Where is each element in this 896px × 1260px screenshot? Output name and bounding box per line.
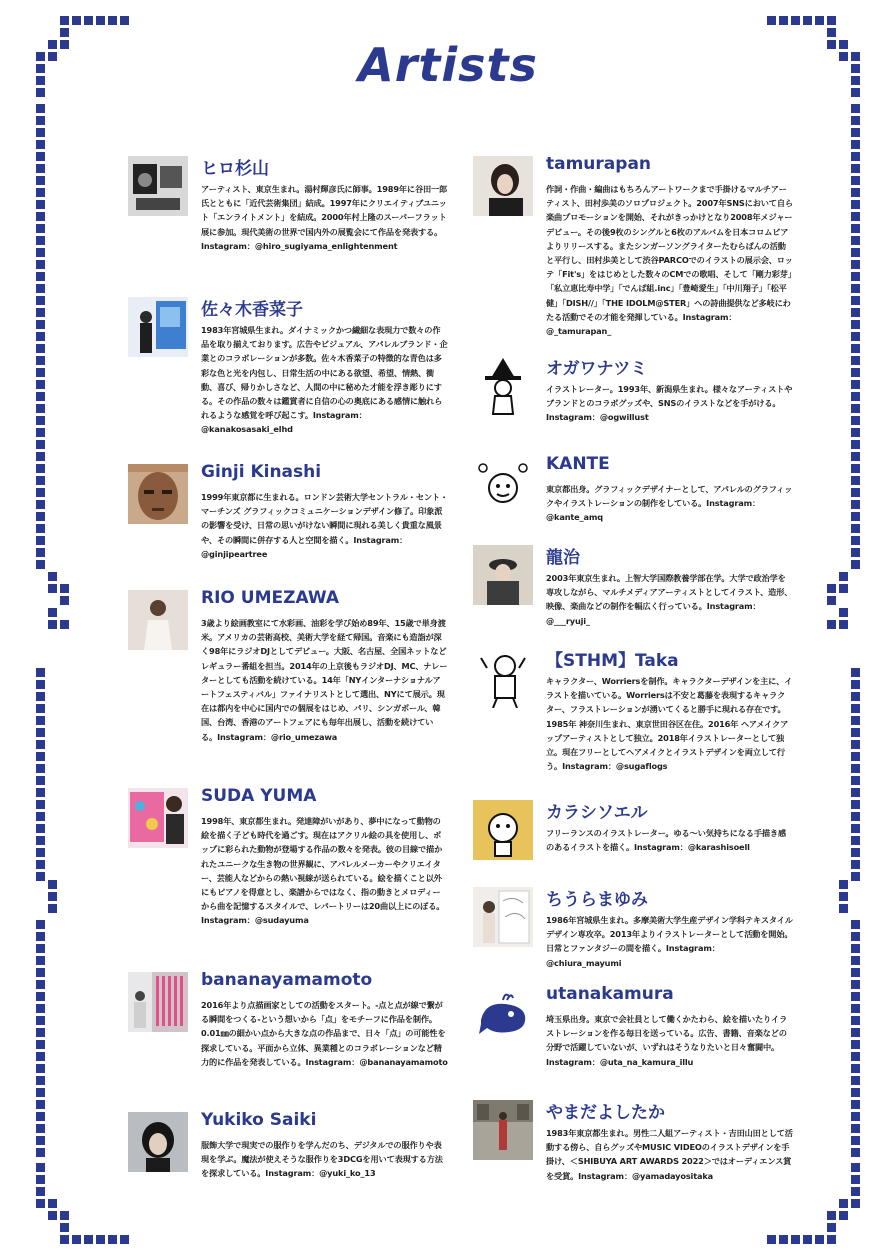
artist-bio: 3歳より絵画教室にて水彩画、油彩を学び始め89年、15歳で単身渡米。アメリカの芸術高校、美術大学を経て帰国。音楽にも造詣が深く98年にラジオDJとしてデビュー。大阪、名古屋、全国ネットなどレギュラー番組を担当。2014年の上京後もラジオDJ、MC、ナレーターとしても活動を続けている。14年「NYインターナショナルアートフェスティバル」ファイナリストとして選出、NYにて展示。現在は都内を中心に国内での個展をはじめ、パリ、シンガポール、韓国、台湾、香港のアートフェアにも毎年出展し、活動を続けている。Instagram：@rio_umezawa <box>201 618 448 742</box>
artist-entry <box>128 788 458 988</box>
artist-bio: 1986年宮城県生まれ。多摩美術大学生産デザイン学科テキスタイルデザイン専攻卒。2013年よりイラストレーターとして活動を開始。日常とファンタジーの間を描く。Instagram：@chiura_mayumi <box>546 915 793 968</box>
artist-bio: 東京都出身。グラフィックデザイナーとして、アパレルのグラフィックやイラストレーションの制作をしている。Instagram：@kante_amq <box>546 484 793 523</box>
artist-name: 【STHM】Taka <box>546 651 679 671</box>
artist-entry <box>128 590 458 790</box>
artist-bio: キャラクター、Worriersを制作。キャラクターデザインを主に、イラストを描いている。Worriersは不安と葛藤を表現するキャラクター、フラストレーションが湧いてくると勝手に現れる存在です。1985年 神奈川生まれ、東京世田谷区在住。2016年 ヘアメイクアップアーティストとして独立。2018年イラストレーターとして独立。現在フリーとしてヘアメイクとイラストデザインを両立して行う。Instagram：@sugaflogs <box>546 676 793 772</box>
artist-thumbnail <box>128 464 188 524</box>
page-title: Artists <box>358 38 538 92</box>
artist-name: utanakamura <box>546 984 674 1004</box>
artist-bio: 服飾大学で現実での服作りを学んだのち、デジタルでの服作りや表現を学ぶ。魔法が使えそうな服作りを3DCGを用いて表現する方法を探求している。Instagram：@yuki_ko_13 <box>201 1140 443 1179</box>
artist-bio: 1999年東京都に生まれる。ロンドン芸術大学セントラル・セント・マーチンズ グラフィックコミュニケーションデザイン修了。印象派の影響を受け、日常の思いがけない瞬間に現れる美しく貴重な風景や、その瞬間に併存する人と空間を描く。Instagram：@ginjipeartree <box>201 492 448 559</box>
artist-name: Ginji Kinashi <box>201 462 322 482</box>
artist-entry <box>473 156 803 356</box>
artist-bio: 1983年宮城県生まれ。ダイナミックかつ繊細な表現力で数々の作品を取り揃えております。広告やビジュアル、アパレルブランド・企業とのコラボレーションが多数。佐々木香菜子の特徴的な青色は多彩な色と光を内包し、日常生活の中にある欲望、希望、情熱、衝動、喜び、帰りかしさなど、人間の中に秘めた才能を浮き彫りにする。その作品の数々は鑑賞者に自信の心の奥底にある感情に触れられるような感覚を呼び起こす。Instagram：@kanakosasaki_elhd <box>201 325 448 435</box>
artist-name: SUDA YUMA <box>201 786 317 806</box>
artist-thumbnail <box>128 788 188 848</box>
artist-bio: フリーランスのイラストレーター。ゆる〜い気持ちになる手描き感のあるイラストを描く。Instagram：@karashisoell <box>546 828 786 853</box>
artist-bio: 2016年より点描画家としての活動をスタート。-点と点が線で繋がる瞬間をつくる-という想いから「点」をモチーフに作品を制作。0.01㎜の細かい点から大きな点の作品まで、日々「点」の可能性を探求している。平面から立体、異業種とのコラボレーションなど精力的に作品を発表している。Instagram：@bananayamamoto <box>201 1000 448 1067</box>
artist-thumbnail <box>473 456 533 516</box>
artist-thumbnail <box>128 297 188 357</box>
artist-thumbnail <box>473 156 533 216</box>
artist-name: カラシソエル <box>546 803 648 823</box>
artist-bio: 1983年東京都生まれ。男性二人組アーティスト・吉田山田として活動する傍ら、自らグッズやMUSIC VIDEOのイラストデザインを手掛け、＜SHIBUYA ART AWARDS 2022＞ではオーディエンス賞を受賞。Instagram：@yamadayositaka <box>546 1128 793 1181</box>
artist-entry <box>128 1112 458 1260</box>
artist-name: ヒロ杉山 <box>201 159 269 179</box>
artist-thumbnail <box>128 590 188 650</box>
artist-thumbnail <box>473 1100 533 1160</box>
artist-thumbnail <box>473 986 533 1046</box>
artist-bio: イラストレーター。1993年、新潟県生まれ。様々なアーティストやブランドとのコラボグッズや、SNSのイラストなどを手がける。Instagram：@ogwillust <box>546 384 793 423</box>
artist-name: 龍治 <box>546 548 580 568</box>
artist-name: RIO UMEZAWA <box>201 588 339 608</box>
artist-thumbnail <box>473 648 533 708</box>
artist-bio: 作詞・作曲・編曲はもちろんアートワークまで手掛けるマルチアーティスト、田村歩美のソロプロジェクト。2007年SNSにおいて自ら楽曲プロモーションを開始、それがきっかけとなり2008年メジャーデビュー。その後9枚のシングルと6枚のアルバムを日本コロムビアよりリリースする。またシンガーソングライターたむらぱんの活動と平行し、田村歩美として渋谷PARCOでのイラストの展示会、ロッテ「Fit's」をはじめとした数々のCMでの歌唱、そして「剛力彩芽」「私立恵比寿中学」「でんぱ組.inc」「豊崎愛生」「中川翔子」「松平健」「DISH//」「THE IDOLM@STER」への詩曲提供など多岐にわたる活動でその才能を発揮している。Instagram：@_tamurapan_ <box>546 184 793 337</box>
artist-name: KANTE <box>546 454 610 474</box>
artist-bio: 2003年東京生まれ。上智大学国際教養学部在学。大学で政治学を専攻しながら、マルチメディアアーティストとしてイラスト、造形、映像、楽曲などの制作を幅広く行っている。Instagram：@___ryuji_ <box>546 573 793 626</box>
artist-name: ちうらまゆみ <box>546 890 648 910</box>
artist-thumbnail <box>128 972 188 1032</box>
artist-name: 佐々木香菜子 <box>201 300 303 320</box>
artist-bio: 埼玉県出身。東京で会社員として働くかたわら、絵を描いたりイラストレーションを作る毎日を送っている。広告、書籍、音楽などの分野で活躍していないが、いずれはそうなりたいと日々奮闘中。Instagram：@uta_na_kamura_illu <box>546 1014 788 1067</box>
artist-thumbnail <box>473 887 533 947</box>
artist-name: オガワナツミ <box>546 359 648 379</box>
artist-bio: 1998年、東京都生まれ。発達障がいがあり、夢中になって動物の絵を描く子ども時代を過ごす。現在はアクリル絵の具を使用し、ポップに彩られた動物が登場する作品の数々を発表。彼の目線で描かれたユニークな生き物の世界観に、アパレルメーカーやクリエイター、芸能人などからの熱い視線が送られている。絵を描くこと以外にもピアノを得意とし、楽譜からではなく、指の動きとメロディーから曲を記憶するスタイルで、レパートリーは20曲以上にのぼる。Instagram：@sudayuma <box>201 816 445 926</box>
artist-thumbnail <box>473 545 533 605</box>
artist-name: やまだよしたか <box>546 1103 665 1123</box>
artist-name: bananayamamoto <box>201 970 373 990</box>
artist-thumbnail <box>128 1112 188 1172</box>
artist-thumbnail <box>128 156 188 216</box>
artist-entry <box>473 1100 803 1260</box>
artist-name: tamurapan <box>546 154 652 174</box>
artist-bio: アーティスト、東京生まれ。湯村輝彦氏に師事。1989年に谷田一郎氏とともに「近代芸術集団」結成。1997年にクリエイティブユニット「エンライトメント」を結成。2000年村上隆のスーパーフラット展に参加。現代美術の世界で国内外の展覧会にて作品を発表する。Instagram：@hiro_sugiyama_enlightenment <box>201 184 448 251</box>
artist-thumbnail <box>473 356 533 416</box>
artist-thumbnail <box>473 800 533 860</box>
artist-name: Yukiko Saiki <box>201 1110 317 1130</box>
